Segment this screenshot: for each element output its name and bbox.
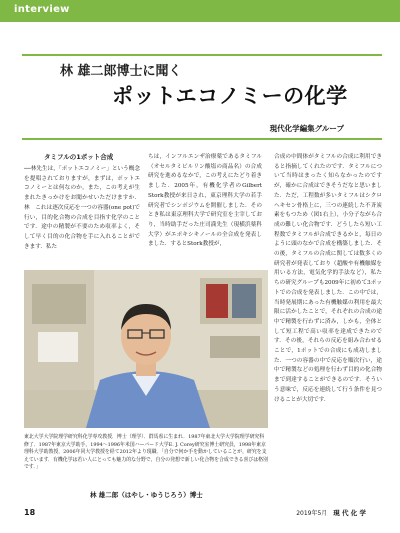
section-heading: タミフルの1ポット合成	[44, 153, 114, 161]
article-title: ポットエコノミーの化学	[112, 84, 348, 108]
column-1-text: ──林先生は，「ポットエコノミー」という概念を提唱されておりますが，まずは，ポットエコノミーとは何なのか，また，この考えが生まれたきっかけをお聞かせいただけますか．林 これは逐次反応を一つの容器(one pot)で行い，目的化合物の合成を目指す化学のことです．途中の精製が不要のため収率よく，そして早く目的の化合物を手に入れることができます．私た	[24, 166, 140, 250]
column-3-text: 合成の中間体がタミフルの合成に利用できると指摘してくれたのです．タミフルについて当時はまったく知らなかったのですが，確かに合成はできそうだなと思いました．ただ，工程数が多いタミフルはシクロヘキセン骨格上に，三つの連続した不斉炭素をもつため（図1右上），小分子ながら合成の難しい化合物です．どうしたら短い工程数でタミフルが合成できるかと，毎日のように頭のなかで合成を構築しました．その後，タミフルの合成に関しては数多くの研究者が発表しており（超酸や有機触媒を用いる方法，電気化学的手法など），私たちの研究グループも2009年に初めて3ポットでの合成を発表しました．この中では，当時発展期にあった有機触媒の利用を最大限に活かしたことで，それぞれの合成の途中で精製を行わずに済み，しかも，全体として短工程で高い収率を達成できたのです．その後，それらの反応を組み合わせることで，1ポットでの合成にも成功しました．一つの容器の中で反応を順次行い，途中で精製などの処理を行わず目的の化合物まで到達することができるのです．そういう意味で，反応を連続して行う条件を見つけることが大切です．	[274, 154, 382, 403]
section-tag: interview	[14, 4, 70, 15]
photo-caption: 東北大学大学院理学研究科化学専攻教授．博士（理学）．群馬県に生まれ．1987年東北大学大学院理学研究科修了．1987年東京大学助手，1994〜1996年米国ハーバード大学E. J. Corey研究室博士研究員，1998年東京理科大学助教授，2006年同大学教授を経て2012年より現職．「自分で何か手を動かしていることが，研究を支えています．有機化学は若い人にとっても魅力的な分野で，自分の発想で新しい化合物を合成できる喜びは格別です．」	[24, 434, 268, 471]
article-subtitle: 林 雄二郎博士に聞く	[60, 64, 182, 79]
text-column-1	[24, 153, 140, 263]
magazine-name: 現 代 化 学	[333, 509, 366, 517]
section-banner	[0, 0, 400, 22]
article-author: 現代化学編集グループ	[269, 124, 344, 133]
page-footer	[296, 508, 366, 517]
text-column-2	[148, 153, 262, 263]
portrait-photo	[24, 270, 268, 428]
issue-date: 2019年5月	[296, 510, 328, 517]
portrait-illustration	[24, 270, 268, 428]
text-column-3	[274, 153, 382, 495]
page-number: 18	[24, 508, 36, 517]
caption-name: 林 雄二郎（はやし・ゆうじろう）博士	[90, 491, 203, 499]
column-2-text: ちは，インフルエンザ治療薬であるタミフル（オセルタミビルリン酸塩の商品名）の合成研究を進めるなかで，この考えにたどり着きました．2005年，有機化学者のGilbert Stork教授が来日され，東京理科大学の若手研究者でシンポジウムを開催しました．そのとき私は東京理科大学で研究室を主宰しており，当時助手だった庄司満先生（現横浜薬科大学）がエポキシキノールの全合成を発表しました．するとStork教授が，	[148, 154, 262, 248]
